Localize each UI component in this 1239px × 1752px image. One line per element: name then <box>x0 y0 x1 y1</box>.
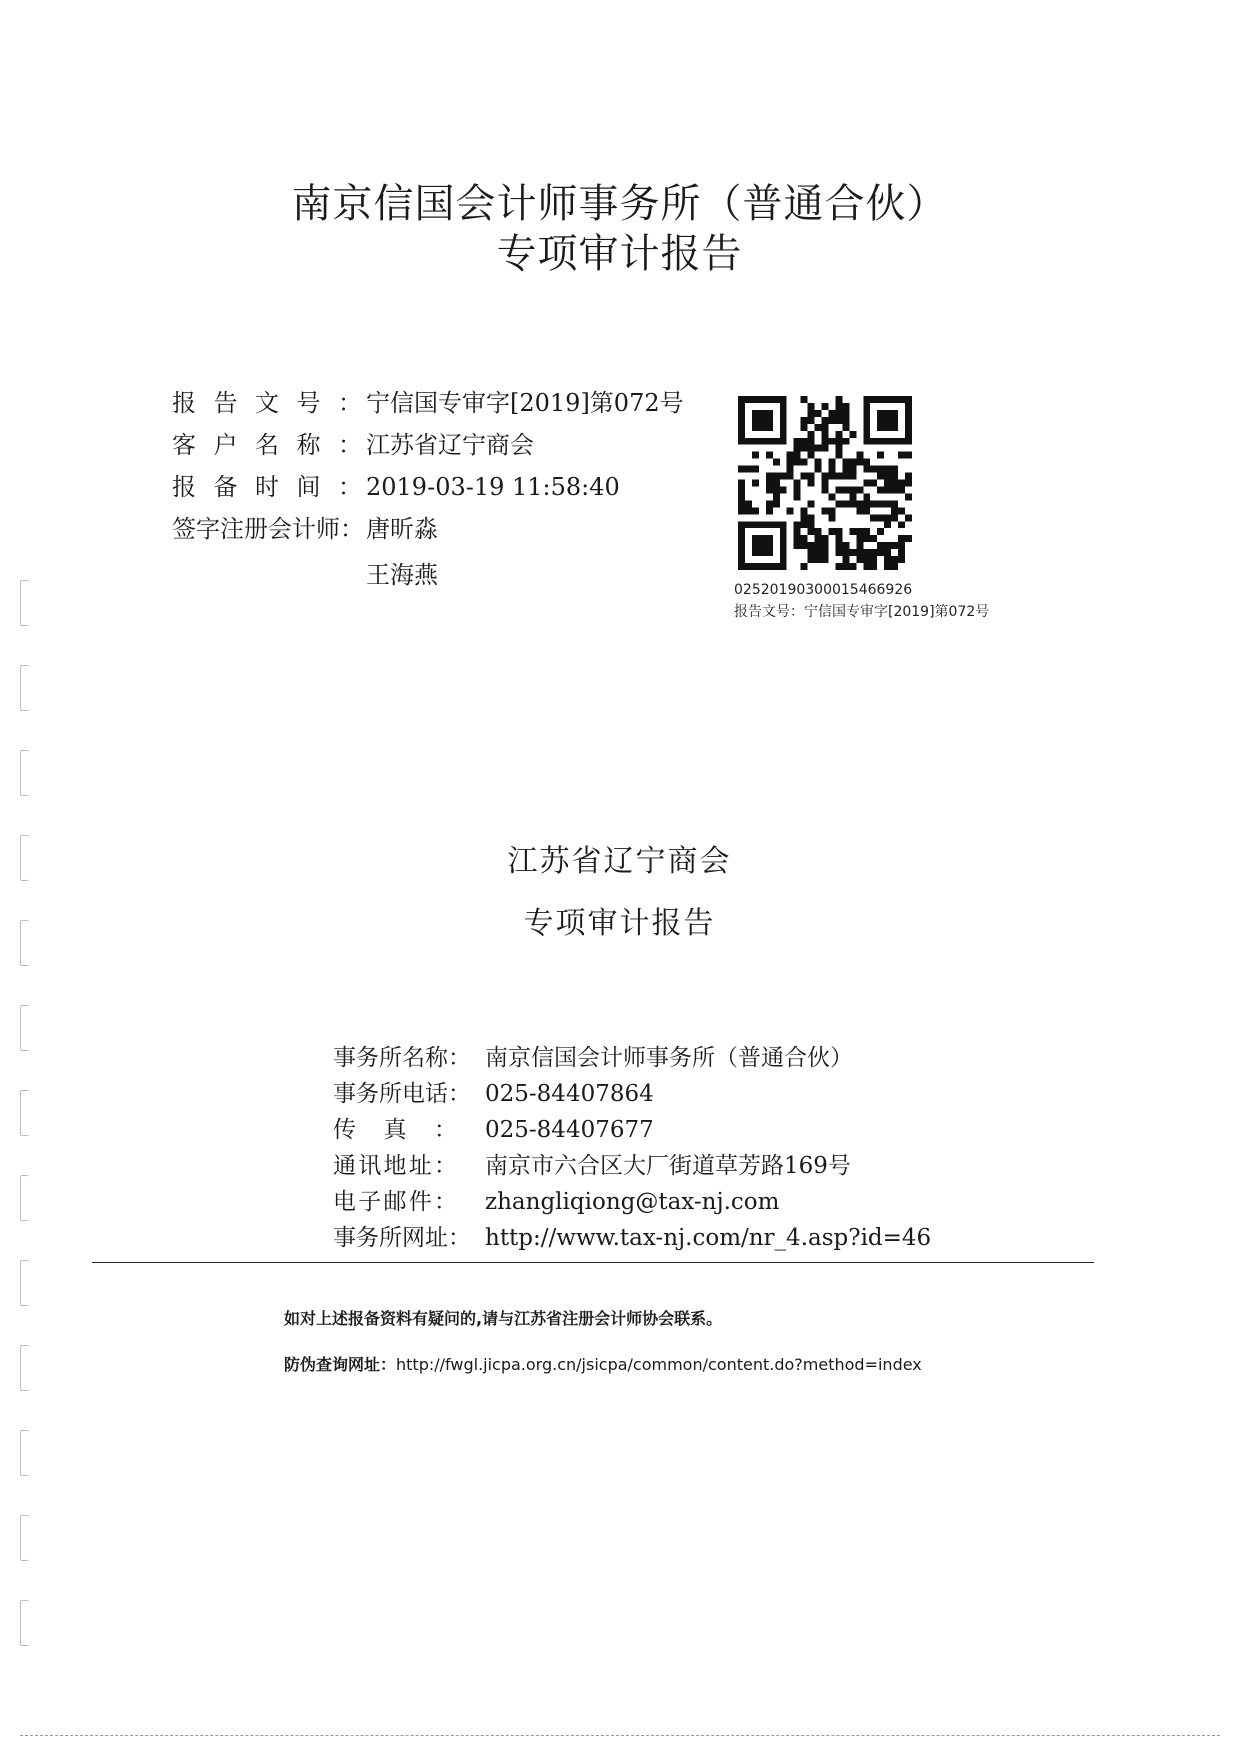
page-edge-line <box>20 1735 1220 1736</box>
binding-hole <box>20 1175 29 1221</box>
firm-name-row <box>333 1039 853 1072</box>
verify-url: http://fwgl.jicpa.org.cn/jsicpa/common/content.do?method=index <box>396 1355 922 1374</box>
firm-website-row <box>333 1219 931 1252</box>
firm-label: 事务所名称： <box>333 1045 471 1071</box>
binding-hole <box>20 1600 29 1646</box>
qr-serial: 02520190300015466926 <box>734 582 913 598</box>
info-label: 报告文号： <box>172 389 362 417</box>
qr-caption: 报告文号：宁信国专审字[2019]第072号 <box>734 604 990 620</box>
document-subtitle: 专项审计报告 <box>496 231 743 277</box>
info-label: 签字注册会计师： <box>172 515 364 543</box>
info-value: 唐昕淼 <box>366 515 438 543</box>
firm-value: http://www.tax-nj.com/nr_4.asp?id=46 <box>485 1225 932 1251</box>
firm-fax-row <box>333 1111 654 1144</box>
binding-hole <box>20 1005 29 1051</box>
firm-value: 025-84407677 <box>485 1117 654 1143</box>
firm-label: 通讯地址： <box>333 1153 457 1179</box>
firm-value: 025-84407864 <box>485 1081 654 1107</box>
document-title: 南京信国会计师事务所（普通合伙） <box>291 181 948 227</box>
binding-hole <box>20 1260 29 1306</box>
signing-cpa-row-2 <box>172 555 438 590</box>
firm-address-row <box>333 1147 851 1180</box>
firm-value: 南京市六合区大厂街道草芳路169号 <box>485 1153 851 1179</box>
binding-hole <box>20 1345 29 1391</box>
info-value: 宁信国专审字[2019]第072号 <box>366 389 684 417</box>
info-value: 2019-03-19 11:58:40 <box>366 473 620 501</box>
firm-email-row <box>333 1183 779 1216</box>
binding-hole <box>20 750 29 796</box>
verify-label: 防伪查询网址： <box>284 1355 397 1374</box>
binding-hole <box>20 665 29 711</box>
info-value: 江苏省辽宁商会 <box>366 431 534 459</box>
divider <box>92 1262 1094 1263</box>
client-name-row <box>172 425 534 460</box>
report-number-row <box>172 383 684 418</box>
firm-label: 电子邮件： <box>333 1189 457 1215</box>
firm-value: zhangliqiong@tax-nj.com <box>485 1189 780 1215</box>
firm-label: 事务所网址： <box>333 1225 471 1251</box>
client-heading: 江苏省辽宁商会 <box>507 844 732 879</box>
filing-time-row <box>172 467 620 502</box>
firm-value: 南京信国会计师事务所（普通合伙） <box>485 1045 853 1071</box>
info-label: 客户名称： <box>172 431 362 459</box>
binding-hole <box>20 1515 29 1561</box>
info-value: 王海燕 <box>366 561 438 589</box>
binding-hole <box>20 1430 29 1476</box>
firm-phone-row <box>333 1075 654 1108</box>
signing-cpa-row <box>172 509 438 544</box>
verify-row <box>284 1352 922 1375</box>
report-heading: 专项审计报告 <box>523 906 716 941</box>
firm-label: 传真： <box>333 1117 457 1143</box>
firm-label: 事务所电话： <box>333 1081 471 1107</box>
binding-hole <box>20 1090 29 1136</box>
info-label: 报备时间： <box>172 473 362 501</box>
notice-text: 如对上述报备资料有疑问的,请与江苏省注册会计师协会联系。 <box>284 1309 723 1328</box>
binding-hole <box>20 580 29 626</box>
qr-code-icon <box>738 396 912 570</box>
